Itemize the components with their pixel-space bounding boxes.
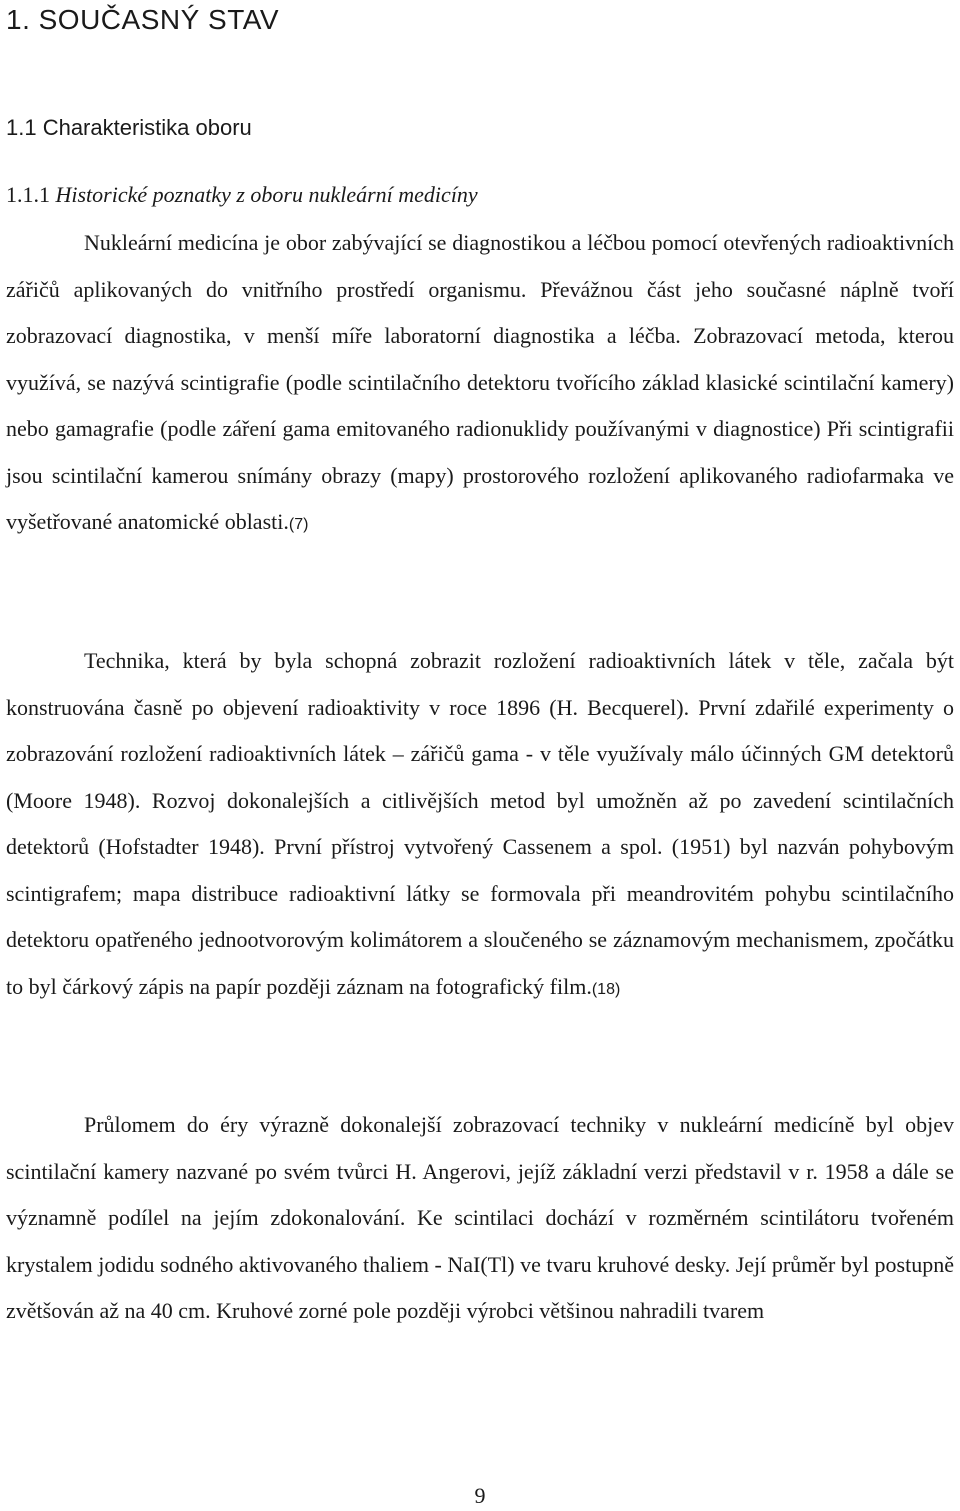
page-number: 9 (474, 1483, 486, 1508)
paragraph-3 (6, 1102, 954, 1335)
paragraph-3-text: Průlomem do éry výrazně dokonalejší zobrazovací techniky v nukleární medicíně byl objev scintilační kamery nazvané po svém tvůrci H. Angerovi, jejíž základní verzi představil v r. 1958 a dále se významně podílel na jejím zdokonalování. Ke scintilaci dochází v rozměrném scintilátoru tvořeném krystalem jodidu sodného aktivovaného thaliem - NaI(Tl) ve tvaru kruhové desky. Její průměr byl postupně zvětšován až na 40 cm. Kruhové zorné pole později výrobci většinou nahradili tvarem (6, 1112, 954, 1323)
paragraph-2 (6, 638, 954, 1013)
paragraph-1-text: Nukleární medicína je obor zabývající se diagnostikou a léčbou pomocí otevřených radioaktivních zářičů aplikovaných do vnitřního prostředí organismu. Převážnou část jeho současné náplně tvoří zobrazovací diagnostika, v menší míře laboratorní diagnostika a léčba. Zobrazovací metoda, kterou využívá, se nazývá scintigrafie (podle scintilačního detektoru tvořícího základ klasické scintilační kamery) nebo gamagrafie (podle záření gama emitovaného radionuklidy používanými v diagnostice) Při scintigrafii jsou scintilační kamerou snímány obrazy (mapy) prostorového rozložení aplikovaného radiofarmaka ve vyšetřované anatomické oblasti. (6, 230, 954, 534)
paragraph-1 (6, 220, 954, 549)
subsection-title: Historické poznatky z oboru nukleární medicíny (55, 182, 478, 207)
section-heading: 1.1 Charakteristika oboru (6, 115, 252, 140)
paragraph-2-text: Technika, která by byla schopná zobrazit rozložení radioaktivních látek v těle, začala být konstruována časně po objevení radioaktivity v roce 1896 (H. Becquerel). První zdařilé experimenty o zobrazování rozložení radioaktivních látek – zářičů gama - v těle využívaly málo účinných GM detektorů (Moore 1948). Rozvoj dokonalejších a citlivějších metod byl umožněn až po zavedení scintilačních detektorů (Hofstadter 1948). První přístroj vytvořený Cassenem a spol. (1951) byl nazván pohybovým scintigrafem; mapa distribuce radioaktivní látky se formovala při meandrovitém pohybu scintilačního detektoru opatřeného jednootvorovým kolimátorem a sloučeného se záznamovým mechanismem, zpočátku to byl čárkový zápis na papír později záznam na fotografický film. (6, 648, 954, 999)
citation-ref-18: (18) (591, 980, 621, 998)
citation-ref-7: (7) (288, 516, 309, 533)
subsection-heading (6, 182, 478, 208)
subsection-number: 1.1.1 (6, 182, 50, 207)
chapter-heading: 1. SOUČASNÝ STAV (6, 4, 280, 35)
